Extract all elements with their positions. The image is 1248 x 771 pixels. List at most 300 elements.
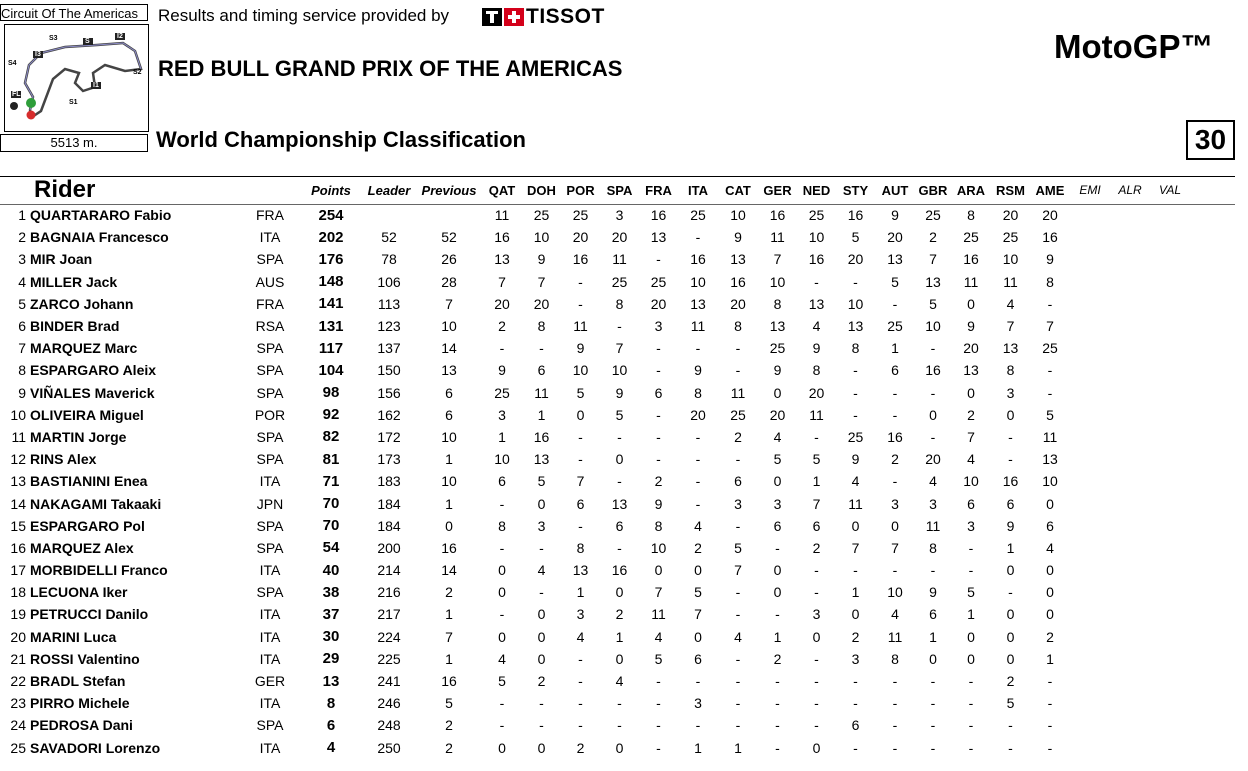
future-race-cell — [1110, 315, 1150, 337]
race-result-cell: 7 — [537, 273, 546, 290]
race-result-cell: 13 — [963, 362, 979, 379]
race-result-cell: 2 — [891, 451, 899, 468]
race-result-cell: - — [775, 606, 780, 623]
race-result-cell: 5 — [734, 539, 742, 556]
future-race-column-header: ALR — [1118, 183, 1142, 197]
race-result-cell: 13 — [847, 318, 864, 335]
race-result-cell: 8 — [1046, 273, 1054, 290]
future-race-cell — [1150, 426, 1190, 448]
position-cell: 7 — [18, 340, 26, 357]
race-result-cell: 0 — [615, 650, 624, 667]
nation-cell: ITA — [259, 739, 281, 756]
future-race-cell — [1150, 492, 1190, 514]
race-result-cell: - — [892, 295, 898, 312]
race-result-cell: 16 — [1042, 229, 1058, 246]
race-result-cell: 13 — [925, 273, 941, 290]
nation-cell: SPA — [256, 717, 284, 734]
future-race-cell — [1110, 537, 1150, 559]
race-result-cell: - — [617, 428, 622, 445]
race-result-cell: 0 — [851, 606, 860, 623]
race-result-cell: - — [775, 739, 780, 756]
swiss-cross-icon — [504, 8, 524, 26]
previous-gap-cell: 5 — [445, 695, 453, 712]
future-race-cell — [1150, 404, 1190, 426]
table-row — [0, 603, 1190, 625]
race-result-cell: 25 — [769, 340, 786, 357]
race-result-cell: 8 — [1006, 362, 1015, 379]
future-race-cell — [1110, 359, 1150, 381]
race-result-cell: 16 — [925, 362, 941, 379]
race-result-cell: 9 — [694, 362, 702, 379]
rider-name-cell: MORBIDELLI Franco — [30, 562, 168, 579]
rider-name-cell: QUARTARARO Fabio — [30, 207, 172, 224]
race-result-cell: 7 — [734, 562, 742, 579]
nation-cell: JPN — [256, 495, 284, 512]
race-result-cell: - — [1047, 295, 1053, 312]
table-row — [0, 315, 1190, 337]
table-row — [0, 648, 1190, 670]
race-result-cell: - — [892, 673, 898, 690]
race-result-cell: - — [539, 539, 544, 556]
future-race-cell — [1070, 293, 1110, 315]
race-result-cell: 25 — [572, 207, 589, 224]
points-cell: 81 — [322, 450, 340, 468]
points-cell: 202 — [318, 228, 344, 246]
race-result-cell: - — [735, 650, 741, 667]
table-row — [0, 204, 1190, 226]
race-column-header: POR — [566, 182, 595, 198]
rider-name-cell: MARTIN Jorge — [30, 428, 127, 445]
rider-name-cell: ESPARGARO Aleix — [30, 362, 157, 379]
race-result-cell: - — [814, 273, 819, 290]
table-row — [0, 559, 1190, 581]
future-race-cell — [1070, 382, 1110, 404]
race-column-header: ARA — [956, 182, 986, 198]
position-cell: 15 — [10, 517, 26, 534]
previous-gap-cell: 1 — [445, 650, 453, 667]
race-result-cell: 4 — [576, 628, 585, 645]
race-result-cell: - — [656, 340, 661, 357]
leader-gap-cell: 216 — [377, 584, 401, 601]
race-result-cell: 9 — [654, 495, 663, 512]
previous-column-header: Previous — [421, 182, 477, 198]
future-race-cell — [1150, 559, 1190, 581]
race-result-cell: - — [617, 473, 622, 490]
race-result-cell: 4 — [929, 473, 937, 490]
race-result-cell: 25 — [808, 207, 825, 224]
race-result-cell: 0 — [773, 473, 782, 490]
race-result-cell: - — [968, 739, 974, 756]
race-result-cell: 0 — [1006, 562, 1015, 579]
race-result-cell: 2 — [967, 406, 975, 423]
rider-name-cell: BINDER Brad — [30, 318, 120, 335]
race-result-cell: - — [968, 695, 974, 712]
race-result-cell: - — [656, 673, 661, 690]
race-result-cell: 0 — [537, 739, 546, 756]
race-result-cell: - — [775, 673, 780, 690]
future-race-cell — [1110, 226, 1150, 248]
future-race-cell — [1150, 293, 1190, 315]
race-result-cell: - — [578, 451, 583, 468]
race-result-cell: 16 — [494, 229, 510, 246]
future-race-cell — [1070, 271, 1110, 293]
race-result-cell: - — [775, 539, 780, 556]
future-race-cell — [1110, 382, 1150, 404]
future-race-cell — [1110, 293, 1150, 315]
race-result-cell: - — [578, 517, 583, 534]
nation-cell: ITA — [259, 606, 281, 623]
points-cell: 70 — [322, 495, 340, 513]
rider-name-cell: BASTIANINI Enea — [30, 473, 148, 490]
race-result-cell: 10 — [650, 539, 667, 556]
race-result-cell: 25 — [963, 229, 979, 246]
race-result-cell: 8 — [615, 295, 624, 312]
race-result-cell: 16 — [730, 273, 746, 290]
race-column-header: GBR — [918, 182, 948, 198]
race-result-cell: 6 — [851, 717, 860, 734]
race-result-cell: - — [695, 473, 701, 490]
race-result-cell: 0 — [773, 562, 782, 579]
future-race-cell — [1150, 359, 1190, 381]
position-cell: 14 — [10, 495, 26, 512]
race-result-cell: 10 — [887, 584, 903, 601]
race-result-cell: 13 — [494, 251, 510, 268]
leader-gap-cell: 123 — [377, 318, 401, 335]
table-row — [0, 293, 1190, 315]
race-result-cell: 7 — [891, 539, 899, 556]
race-result-cell: 6 — [812, 517, 821, 534]
race-result-cell: - — [695, 451, 701, 468]
race-result-cell: 8 — [812, 362, 821, 379]
rider-name-cell: MARQUEZ Marc — [30, 340, 138, 357]
race-result-cell: 16 — [963, 251, 979, 268]
race-result-cell: 20 — [1042, 207, 1058, 224]
race-result-cell: 1 — [773, 628, 782, 645]
future-race-cell — [1070, 537, 1110, 559]
race-result-cell: 16 — [611, 562, 628, 579]
rider-name-cell: MILLER Jack — [30, 273, 118, 290]
race-result-cell: - — [892, 384, 898, 401]
race-result-cell: 20 — [650, 295, 667, 312]
standings-body — [0, 204, 1190, 759]
future-race-cell — [1070, 337, 1110, 359]
position-cell: 4 — [18, 273, 26, 290]
nation-cell: SPA — [256, 340, 284, 357]
future-race-cell — [1150, 737, 1190, 759]
race-result-cell: - — [735, 451, 741, 468]
future-race-cell — [1070, 670, 1110, 692]
rider-name-cell: BRADL Stefan — [30, 673, 126, 690]
event-title: RED BULL GRAND PRIX OF THE AMERICAS — [158, 56, 623, 81]
future-race-cell — [1110, 204, 1150, 226]
points-cell: 82 — [322, 428, 340, 446]
points-cell: 29 — [322, 650, 340, 668]
race-result-cell: 25 — [690, 207, 706, 224]
race-result-cell: 20 — [730, 295, 746, 312]
race-result-cell: 0 — [498, 739, 506, 756]
table-row — [0, 626, 1190, 648]
race-result-cell: 0 — [498, 628, 506, 645]
race-result-cell: 9 — [1006, 517, 1015, 534]
race-result-cell: 0 — [694, 562, 702, 579]
future-race-cell — [1150, 248, 1190, 270]
points-cell: 4 — [326, 739, 336, 757]
race-column-header: FRA — [645, 182, 672, 198]
race-result-cell: 5 — [498, 673, 506, 690]
rider-name-cell: MIR Joan — [30, 251, 93, 268]
future-race-cell — [1150, 204, 1190, 226]
race-result-cell: 4 — [498, 650, 506, 667]
rider-name-cell: MARINI Luca — [30, 628, 117, 645]
race-result-cell: 5 — [615, 406, 624, 423]
future-race-cell — [1070, 737, 1110, 759]
race-result-cell: 10 — [769, 273, 786, 290]
race-result-cell: 0 — [615, 584, 624, 601]
future-race-cell — [1150, 714, 1190, 736]
points-cell: 98 — [322, 384, 340, 402]
race-result-cell: 6 — [694, 650, 702, 667]
rider-name-cell: RINS Alex — [30, 451, 97, 468]
leader-gap-cell: 162 — [377, 406, 401, 423]
tissot-wordmark: TISSOT — [526, 5, 605, 28]
race-result-cell: - — [892, 562, 898, 579]
race-result-cell: - — [617, 717, 622, 734]
future-race-cell — [1150, 226, 1190, 248]
previous-gap-cell: 10 — [441, 428, 457, 445]
race-result-cell: - — [1047, 695, 1053, 712]
race-result-cell: - — [853, 739, 858, 756]
race-result-cell: 11 — [887, 628, 903, 645]
previous-gap-cell: 2 — [445, 584, 453, 601]
race-result-cell: - — [695, 428, 701, 445]
sector-label-s1: S1 — [69, 99, 78, 106]
race-result-cell: - — [578, 717, 583, 734]
race-result-cell: - — [775, 695, 780, 712]
race-result-cell: 10 — [808, 229, 825, 246]
nation-cell: RSA — [255, 318, 285, 335]
race-result-cell: - — [695, 229, 701, 246]
race-result-cell: 16 — [533, 428, 550, 445]
position-cell: 5 — [18, 295, 26, 312]
race-result-cell: - — [853, 273, 858, 290]
race-result-cell: - — [499, 340, 505, 357]
position-cell: 16 — [10, 539, 26, 556]
race-result-cell: 0 — [773, 384, 782, 401]
future-race-cell — [1070, 714, 1110, 736]
race-result-cell: 4 — [1006, 295, 1015, 312]
race-result-cell: - — [735, 362, 741, 379]
tissot-logo — [482, 6, 605, 28]
nation-cell: ITA — [259, 562, 281, 579]
race-result-cell: - — [892, 717, 898, 734]
race-result-cell: 7 — [694, 606, 702, 623]
race-column-header: GER — [763, 182, 792, 198]
race-result-cell: - — [499, 495, 505, 512]
race-result-cell: 4 — [851, 473, 860, 490]
race-result-cell: - — [853, 562, 858, 579]
nation-cell: SPA — [256, 584, 284, 601]
race-result-cell: 16 — [650, 207, 667, 224]
leader-gap-cell: 224 — [377, 628, 401, 645]
race-result-cell: - — [499, 695, 505, 712]
previous-gap-cell: 1 — [445, 606, 453, 623]
race-result-cell: 1 — [576, 584, 585, 601]
race-result-cell: - — [578, 295, 583, 312]
race-result-cell: 6 — [1046, 517, 1054, 534]
race-result-cell: 0 — [812, 628, 821, 645]
leader-gap-cell: 172 — [377, 428, 401, 445]
race-result-cell: 0 — [1046, 562, 1054, 579]
nation-cell: FRA — [256, 207, 284, 224]
intermediate-label-i2: I2 — [117, 33, 123, 40]
sector-label-s4: S4 — [8, 60, 17, 67]
race-result-cell: 1 — [537, 406, 546, 423]
race-result-cell: 10 — [572, 362, 589, 379]
race-column-header: STY — [842, 182, 869, 198]
race-result-cell: - — [853, 695, 858, 712]
race-result-cell: 3 — [537, 517, 546, 534]
race-result-cell: - — [930, 717, 936, 734]
race-result-cell: 5 — [967, 584, 975, 601]
race-result-cell: 5 — [1006, 695, 1015, 712]
race-result-cell: 11 — [1042, 428, 1058, 445]
leader-gap-cell: 173 — [377, 451, 401, 468]
race-result-cell: 0 — [967, 650, 975, 667]
leader-gap-cell: 184 — [377, 495, 401, 512]
race-result-cell: 9 — [891, 207, 899, 224]
nation-cell: SPA — [256, 451, 284, 468]
finish-line-label: FL — [12, 91, 21, 98]
race-result-cell: - — [892, 695, 898, 712]
motogp-logo: MotoGP™ — [1054, 28, 1214, 65]
table-row — [0, 448, 1190, 470]
race-result-cell: 2 — [851, 628, 860, 645]
race-result-cell: 3 — [967, 517, 975, 534]
future-race-cell — [1070, 404, 1110, 426]
leader-gap-cell: 248 — [377, 717, 401, 734]
race-result-cell: 13 — [533, 451, 550, 468]
position-cell: 21 — [10, 650, 26, 667]
points-cell: 37 — [322, 605, 340, 623]
rider-name-cell: OLIVEIRA Miguel — [30, 406, 144, 423]
race-result-cell: 0 — [1006, 628, 1015, 645]
race-result-cell: 0 — [1006, 650, 1015, 667]
race-result-cell: 20 — [769, 406, 786, 423]
race-result-cell: 11 — [925, 517, 941, 534]
table-row — [0, 470, 1190, 492]
future-race-cell — [1070, 559, 1110, 581]
position-cell: 23 — [10, 695, 26, 712]
future-race-cell — [1110, 692, 1150, 714]
race-result-cell: - — [1047, 362, 1053, 379]
leader-gap-cell — [362, 204, 416, 226]
future-race-column-header: VAL — [1158, 183, 1182, 197]
speed-trap-label: S — [85, 38, 90, 45]
race-result-cell: 20 — [808, 384, 825, 401]
table-row — [0, 515, 1190, 537]
race-result-cell: - — [539, 340, 544, 357]
race-result-cell: 1 — [812, 473, 821, 490]
race-result-cell: - — [656, 406, 661, 423]
previous-gap-cell: 10 — [441, 318, 457, 335]
race-result-cell: 6 — [654, 384, 663, 401]
race-result-cell: 1 — [851, 584, 860, 601]
future-race-cell — [1110, 426, 1150, 448]
race-result-cell: 13 — [611, 495, 628, 512]
race-result-cell: 0 — [537, 495, 546, 512]
table-row — [0, 670, 1190, 692]
previous-gap-cell: 6 — [445, 384, 453, 401]
position-cell: 12 — [10, 451, 26, 468]
race-result-cell: 7 — [773, 251, 782, 268]
position-cell: 22 — [10, 673, 26, 690]
future-race-cell — [1070, 248, 1110, 270]
future-race-cell — [1110, 337, 1150, 359]
race-result-cell: - — [814, 428, 819, 445]
future-race-cell — [1110, 648, 1150, 670]
position-cell: 2 — [18, 229, 26, 246]
race-result-cell: - — [656, 717, 661, 734]
table-row — [0, 248, 1190, 270]
race-column-header: DOH — [527, 182, 556, 198]
future-race-cell — [1150, 581, 1190, 603]
race-result-cell: - — [968, 717, 974, 734]
race-result-cell: 16 — [769, 207, 786, 224]
race-result-cell: 5 — [773, 451, 782, 468]
race-result-cell: 9 — [929, 584, 937, 601]
race-result-cell: 0 — [891, 517, 899, 534]
race-result-cell: 8 — [891, 650, 899, 667]
race-result-cell: - — [930, 384, 936, 401]
rider-name-cell: PEDROSA Dani — [30, 717, 133, 734]
race-result-cell: 25 — [494, 384, 510, 401]
nation-cell: GER — [254, 673, 286, 690]
race-result-cell: - — [735, 673, 741, 690]
leader-gap-cell: 156 — [377, 384, 401, 401]
race-result-cell: 1 — [929, 628, 937, 645]
race-result-cell: 2 — [576, 739, 585, 756]
rider-name-cell: PIRRO Michele — [30, 695, 130, 712]
race-result-cell: 7 — [1006, 318, 1015, 335]
race-result-cell: 8 — [498, 517, 506, 534]
race-result-cell: - — [578, 650, 583, 667]
race-result-cell: 3 — [1006, 384, 1015, 401]
race-result-cell: 6 — [967, 495, 975, 512]
race-column-header: CAT — [725, 182, 751, 198]
future-race-cell — [1070, 226, 1110, 248]
position-cell: 17 — [10, 562, 26, 579]
race-result-cell: 9 — [498, 362, 506, 379]
future-race-cell — [1070, 426, 1110, 448]
previous-gap-cell: 2 — [445, 739, 453, 756]
rider-name-cell: MARQUEZ Alex — [30, 539, 134, 556]
leader-gap-cell: 106 — [377, 273, 401, 290]
position-cell: 1 — [18, 207, 26, 224]
race-result-cell: 9 — [967, 318, 975, 335]
timing-provider-text: Results and timing service provided by — [158, 6, 450, 25]
race-result-cell: - — [930, 739, 936, 756]
race-result-cell: 13 — [690, 295, 706, 312]
future-race-cell — [1110, 603, 1150, 625]
race-result-cell: 13 — [887, 251, 903, 268]
previous-gap-cell: 16 — [441, 673, 457, 690]
race-result-cell: 13 — [1042, 451, 1058, 468]
previous-gap-cell: 14 — [441, 340, 457, 357]
position-cell: 13 — [10, 473, 26, 490]
race-result-cell: - — [695, 495, 701, 512]
race-result-cell: 8 — [654, 517, 663, 534]
race-result-cell: 1 — [615, 628, 624, 645]
